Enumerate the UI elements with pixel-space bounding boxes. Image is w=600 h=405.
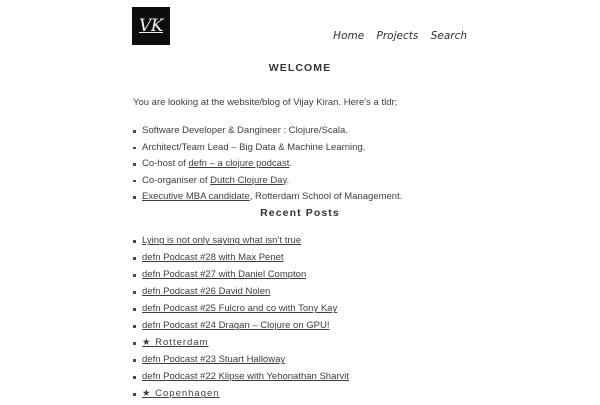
post-link-copenhagen[interactable]: ★ Copenhagen [142,388,220,400]
list-item [133,320,467,333]
list-item [133,252,467,265]
link-defn-podcast[interactable]: defn – a clojure podcast [188,158,290,170]
bullet-text-pre: Co-host of [142,158,189,170]
post-link-rotterdam[interactable]: ★ Rotterdam [142,337,209,349]
nav-item-home[interactable]: Home [333,30,365,42]
bullet-text-pre: Co-organiser of [142,174,211,186]
list-item [133,388,467,401]
list-item [133,125,467,138]
main-navigation [333,30,467,42]
nav-item-search[interactable]: Search [430,30,467,42]
post-link[interactable]: defn Podcast #28 with Max Penet [142,252,284,264]
list-item [133,235,467,248]
list-item [133,142,467,155]
post-link[interactable]: defn Podcast #27 with Daniel Compton [142,269,307,281]
intro-paragraph: You are looking at the website/blog of Vijay Kiran. Here's a tldr; [133,97,398,108]
about-list [133,125,467,203]
bullet-text-pre: Architect/Team Lead – Big Data & Machine Learning. [142,141,366,153]
link-executive-mba[interactable]: Executive MBA candidate [142,190,250,202]
site-logo[interactable]: VK [133,8,169,44]
site-header [133,8,467,52]
bullet-text-pre: Software Developer & Dangineer : Clojure/Scala. [142,125,348,137]
link-dutch-clojure-day[interactable]: Dutch Clojure Day [210,174,287,186]
list-item [133,337,467,350]
post-link[interactable]: defn Podcast #22 Klipse with Yehonathan Sharvit [142,371,350,383]
list-item [133,175,467,188]
post-link[interactable]: defn Podcast #23 Stuart Halloway [142,354,286,366]
recent-posts-list [133,235,467,401]
welcome-heading: WELCOME [268,62,332,74]
main-content [133,62,467,405]
post-link[interactable]: defn Podcast #25 Fulcro and co with Tony Kay [142,303,338,315]
recent-posts-heading: Recent Posts [260,207,340,220]
list-item [133,269,467,282]
bullet-text-post: . [289,158,292,170]
list-item [133,286,467,299]
list-item [133,158,467,171]
bullet-text-post: , Rotterdam School of Management. [249,190,403,202]
post-link[interactable]: defn Podcast #24 Dragan – Clojure on GPU! [142,320,330,332]
list-item [133,371,467,384]
nav-item-projects[interactable]: Projects [376,30,419,42]
list-item [133,303,467,316]
post-link[interactable]: Lying is not only saying what isn’t true [142,235,302,247]
bullet-text-post: . [286,174,290,186]
list-item [133,354,467,367]
list-item [133,191,467,204]
post-link[interactable]: defn Podcast #26 David Nolen [142,286,271,298]
